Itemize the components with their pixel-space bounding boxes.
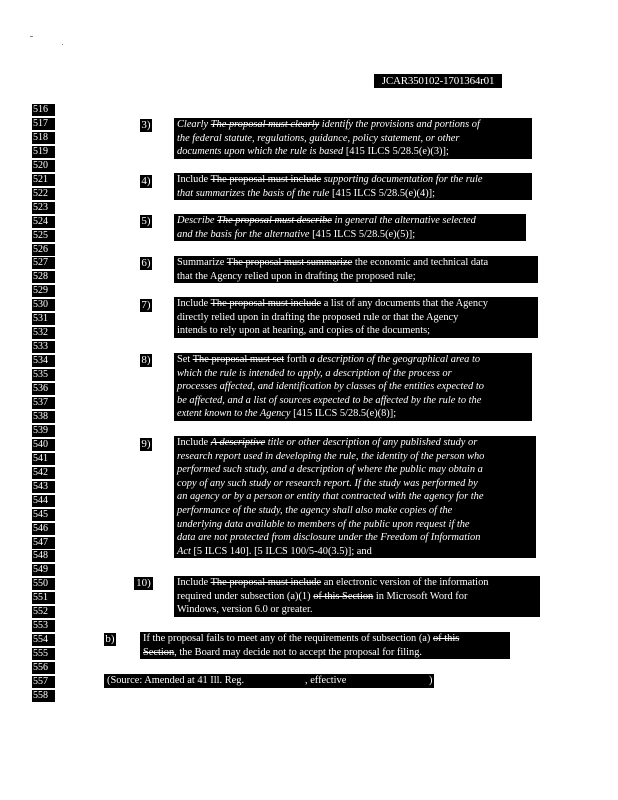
item-marker-4: 4) <box>141 175 151 187</box>
line-number: 523 <box>32 202 55 214</box>
text-segment: an electronic version of the information <box>321 577 489 588</box>
line-number: 535 <box>32 369 55 381</box>
line-number: 558 <box>32 690 55 702</box>
text-segment: documents upon which the rule is based <box>177 146 344 158</box>
text-line <box>177 436 533 450</box>
line-number: 551 <box>32 592 55 604</box>
text-segment: the economic and technical data <box>352 257 489 268</box>
line-number: 528 <box>32 271 55 283</box>
subsection-marker-b: b) <box>105 633 115 645</box>
text-segment: required under subsection (a)(1) <box>177 590 314 602</box>
text-segment: The proposal must summarize <box>226 257 353 268</box>
text-segment: the federal statute, regulations, guidance, policy statement, or other <box>177 132 460 144</box>
line-number: 516 <box>32 104 55 116</box>
item-8-text <box>174 353 532 421</box>
text-segment: forth <box>284 354 310 365</box>
text-segment: a list of any documents that the Agency <box>321 298 488 309</box>
text-line <box>177 270 535 284</box>
line-number: 543 <box>32 481 55 493</box>
text-segment: be affected, and a list of sources expected to be affected by the rule to the <box>177 394 482 406</box>
text-segment: , the Board may decide not to accept the proposal for filing. <box>174 646 423 658</box>
text-segment: The proposal must include <box>210 174 322 185</box>
line-number: 529 <box>32 285 55 297</box>
item-5-text <box>174 214 526 241</box>
line-number: 518 <box>32 132 55 144</box>
line-number: 546 <box>32 523 55 535</box>
line-number: 537 <box>32 397 55 409</box>
text-line <box>143 632 507 646</box>
text-line <box>177 407 529 421</box>
item-6-text <box>174 256 538 283</box>
line-number: 553 <box>32 620 55 632</box>
text-segment: and the basis for the alternative <box>177 228 310 240</box>
source-note-prefix: (Source: Amended at 41 Ill. Reg. <box>107 675 245 686</box>
text-segment: The proposal must clearly <box>210 119 320 130</box>
line-number: 541 <box>32 453 55 465</box>
scan-speck <box>62 44 63 45</box>
line-number: 555 <box>32 648 55 660</box>
item-marker-3: 3) <box>141 119 151 131</box>
item-4-text <box>174 173 532 200</box>
text-segment: Include <box>177 577 211 588</box>
text-segment: [415 ILCS 5/28.5(e)(4)]; <box>329 187 436 199</box>
item-marker-9: 9) <box>141 438 151 450</box>
item-marker-5: 5) <box>141 215 151 227</box>
text-segment: [415 ILCS 5/28.5(e)(5)]; <box>309 228 416 240</box>
text-line <box>177 504 533 518</box>
text-segment: Clearly <box>177 119 211 130</box>
text-segment: The proposal must describe <box>217 215 332 226</box>
item-marker-10: 10) <box>134 577 153 590</box>
text-line <box>177 590 537 604</box>
line-number: 552 <box>32 606 55 618</box>
scan-speck <box>30 36 33 37</box>
text-line <box>177 603 537 617</box>
text-segment: [415 ILCS 5/28.5(e)(8)]; <box>290 408 397 420</box>
text-line <box>177 132 529 146</box>
text-line <box>177 353 529 367</box>
text-segment: The proposal must include <box>210 577 322 588</box>
text-segment: underlying data available to members of the public upon request if the <box>177 518 470 530</box>
line-number: 545 <box>32 509 55 521</box>
line-number: 548 <box>32 550 55 562</box>
line-number: 533 <box>32 341 55 353</box>
text-line <box>177 531 533 545</box>
text-segment: which the rule is intended to apply, a description of the process or <box>177 367 452 379</box>
text-segment: title or other description of any published study or <box>265 437 478 448</box>
line-number: 554 <box>32 634 55 646</box>
text-segment: Include <box>177 437 211 448</box>
text-line <box>177 490 533 504</box>
line-number: 534 <box>32 355 55 367</box>
line-number: 536 <box>32 383 55 395</box>
text-segment: Windows, version 6.0 or greater. <box>177 604 313 616</box>
line-number: 544 <box>32 495 55 507</box>
line-number: 557 <box>32 676 55 688</box>
text-line <box>177 173 529 187</box>
text-segment: A descriptive <box>210 437 266 448</box>
text-segment: research report used in developing the rule, the identity of the person who <box>177 450 485 462</box>
item-9-text <box>174 436 536 558</box>
line-number: 556 <box>32 662 55 674</box>
text-line <box>177 297 535 311</box>
text-line <box>177 214 523 228</box>
text-line <box>177 145 529 159</box>
text-segment: Include <box>177 174 211 185</box>
line-number: 521 <box>32 174 55 186</box>
text-segment: Act <box>177 545 191 557</box>
text-segment: Section <box>143 646 175 658</box>
text-segment: of this <box>432 633 460 644</box>
line-number: 550 <box>32 578 55 590</box>
source-note <box>104 674 434 688</box>
text-line <box>177 256 535 270</box>
item-10-text <box>174 576 540 617</box>
item-7-text <box>174 297 538 338</box>
text-line <box>177 518 533 532</box>
text-segment: that summarizes the basis of the rule <box>177 187 330 199</box>
text-line <box>177 311 535 325</box>
text-segment: The proposal must include <box>210 298 322 309</box>
text-segment: an agency or by a person or entity that contracted with the agency for the <box>177 491 484 503</box>
text-segment: of this Section <box>313 590 374 602</box>
subsection-b-text <box>140 632 510 659</box>
text-line <box>177 367 529 381</box>
line-number: 517 <box>32 118 55 130</box>
text-line <box>177 380 529 394</box>
source-note-middle: , effective <box>305 675 347 686</box>
text-line <box>177 477 533 491</box>
text-segment: identify the provisions and portions of <box>319 119 480 130</box>
text-segment: [5 ILCS 140]. [5 ILCS 100/5-40(3.5)]; and <box>190 545 372 557</box>
line-number: 549 <box>32 564 55 576</box>
text-line <box>177 118 529 132</box>
line-number: 539 <box>32 425 55 437</box>
line-number: 519 <box>32 146 55 158</box>
document-id-header: JCAR350102-1701364r01 <box>374 74 502 88</box>
text-segment: data are not protected from disclosure under the Freedom of Information <box>177 532 481 544</box>
text-line <box>177 450 533 464</box>
text-segment: [415 ILCS 5/28.5(e)(3)]; <box>343 146 449 158</box>
text-line <box>177 228 523 242</box>
source-note-suffix: ) <box>429 675 433 686</box>
text-segment: Summarize <box>177 257 227 268</box>
line-number: 538 <box>32 411 55 423</box>
text-segment: in general the alternative selected <box>331 215 476 226</box>
line-number: 520 <box>32 160 55 172</box>
text-segment: performance of the study, the agency shall also make copies of the <box>177 504 453 516</box>
text-segment: processes affected, and identification by classes of the entities expected to <box>177 381 484 393</box>
text-line <box>143 646 507 660</box>
line-number: 524 <box>32 216 55 228</box>
text-segment: in Microsoft Word for <box>373 590 468 602</box>
text-segment: intends to rely upon at hearing, and copies of the documents; <box>177 325 431 337</box>
text-segment: Set <box>177 354 193 365</box>
item-marker-7: 7) <box>141 299 151 311</box>
text-line <box>177 576 537 590</box>
text-segment: copy of any such study or research report. If the study was performed by <box>177 477 478 489</box>
line-number: 525 <box>32 230 55 242</box>
line-number: 527 <box>32 257 55 269</box>
line-number: 532 <box>32 327 55 339</box>
text-segment: a description of the geographical area to <box>309 354 481 365</box>
text-segment: directly relied upon in drafting the proposed rule or that the Agency <box>177 311 459 323</box>
text-segment: performed such study, and a description of where the public may obtain a <box>177 464 483 476</box>
line-number: 522 <box>32 188 55 200</box>
text-line <box>177 187 529 201</box>
text-segment: If the proposal fails to meet any of the requirements of subsection (a) <box>143 633 433 644</box>
text-segment: that the Agency relied upon in drafting the proposed rule; <box>177 270 416 282</box>
text-line <box>177 463 533 477</box>
text-segment: The proposal must set <box>192 354 285 365</box>
text-line <box>177 394 529 408</box>
line-number: 542 <box>32 467 55 479</box>
text-segment: Include <box>177 298 211 309</box>
line-number: 540 <box>32 439 55 451</box>
text-line <box>177 545 533 559</box>
line-number: 547 <box>32 537 55 549</box>
text-segment: Describe <box>177 215 218 226</box>
text-line <box>177 324 535 338</box>
item-marker-6: 6) <box>141 257 151 269</box>
line-number: 526 <box>32 244 55 256</box>
line-number: 531 <box>32 313 55 325</box>
item-marker-8: 8) <box>141 354 151 366</box>
text-segment: extent known to the Agency <box>177 408 291 420</box>
line-number: 530 <box>32 299 55 311</box>
item-3-text <box>174 118 532 159</box>
text-segment: supporting documentation for the rule <box>321 174 483 185</box>
